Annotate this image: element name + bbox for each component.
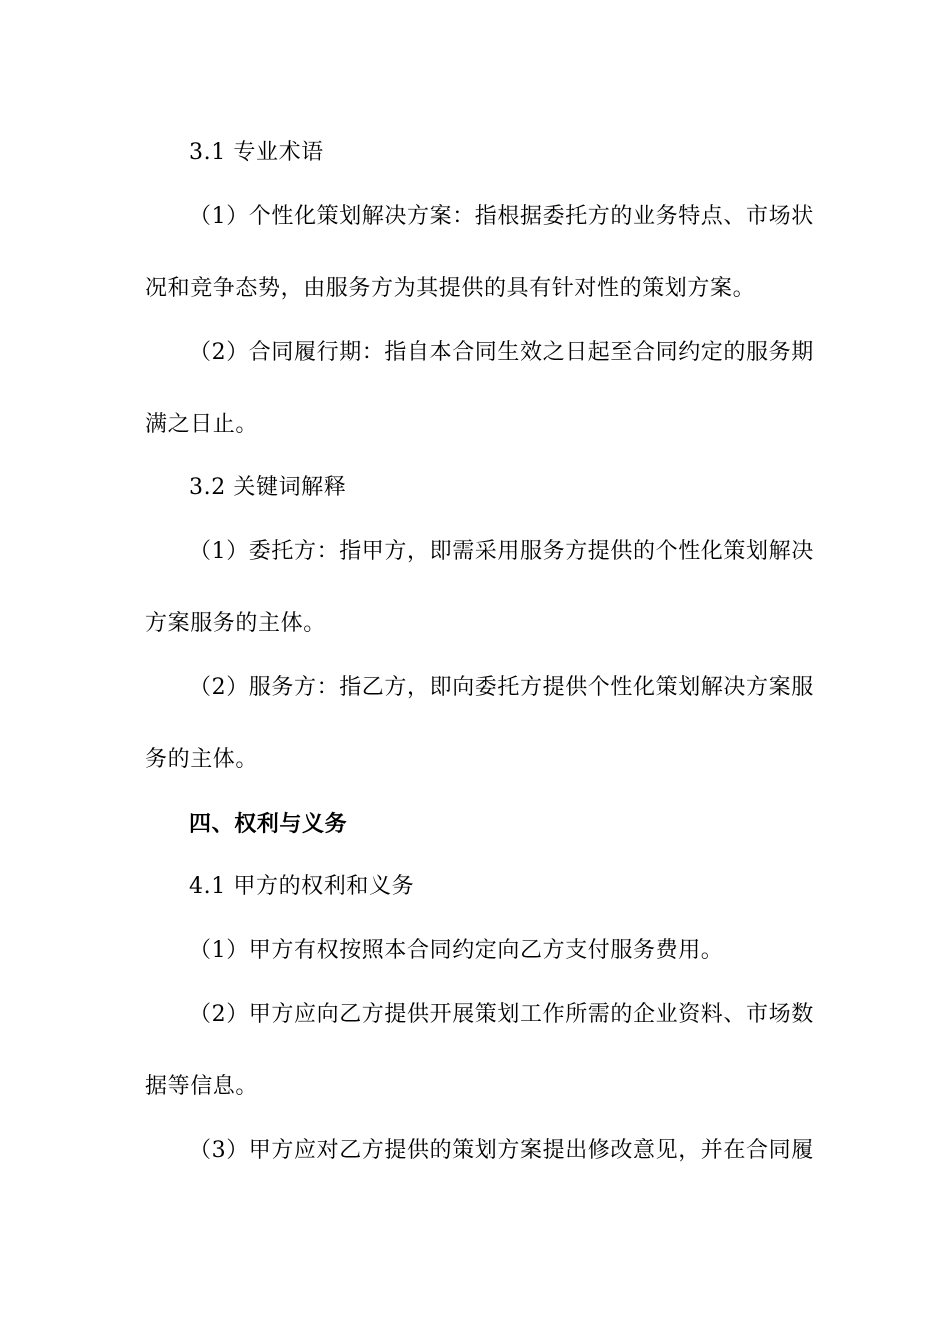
paragraph-line: （1）委托方：指甲方，即需采用服务方提供的个性化策划解决 [189,539,814,564]
paragraph-line: 据等信息。 [145,1074,259,1099]
subheading-3-1: 3.1 专业术语 [189,140,324,165]
section-heading-4: 四、权利与义务 [189,811,348,837]
paragraph-line: （2）服务方：指乙方，即向委托方提供个性化策划解决方案服 [189,675,814,700]
paragraph-line: （3）甲方应对乙方提供的策划方案提出修改意见，并在合同履 [189,1138,814,1163]
paragraph-line: 满之日止。 [145,412,259,437]
paragraph-line: （2）合同履行期：指自本合同生效之日起至合同约定的服务期 [189,340,814,365]
paragraph-line: （1）甲方有权按照本合同约定向乙方支付服务费用。 [189,938,724,963]
paragraph-line: （1）个性化策划解决方案：指根据委托方的业务特点、市场状 [189,204,814,229]
paragraph-line: 务的主体。 [145,747,259,772]
subheading-4-1: 4.1 甲方的权利和义务 [189,874,415,899]
subheading-3-2: 3.2 关键词解释 [189,475,347,500]
paragraph-line: 方案服务的主体。 [145,611,326,636]
paragraph-line: 况和竞争态势，由服务方为其提供的具有针对性的策划方案。 [145,276,756,301]
paragraph-line: （2）甲方应向乙方提供开展策划工作所需的企业资料、市场数 [189,1002,814,1027]
